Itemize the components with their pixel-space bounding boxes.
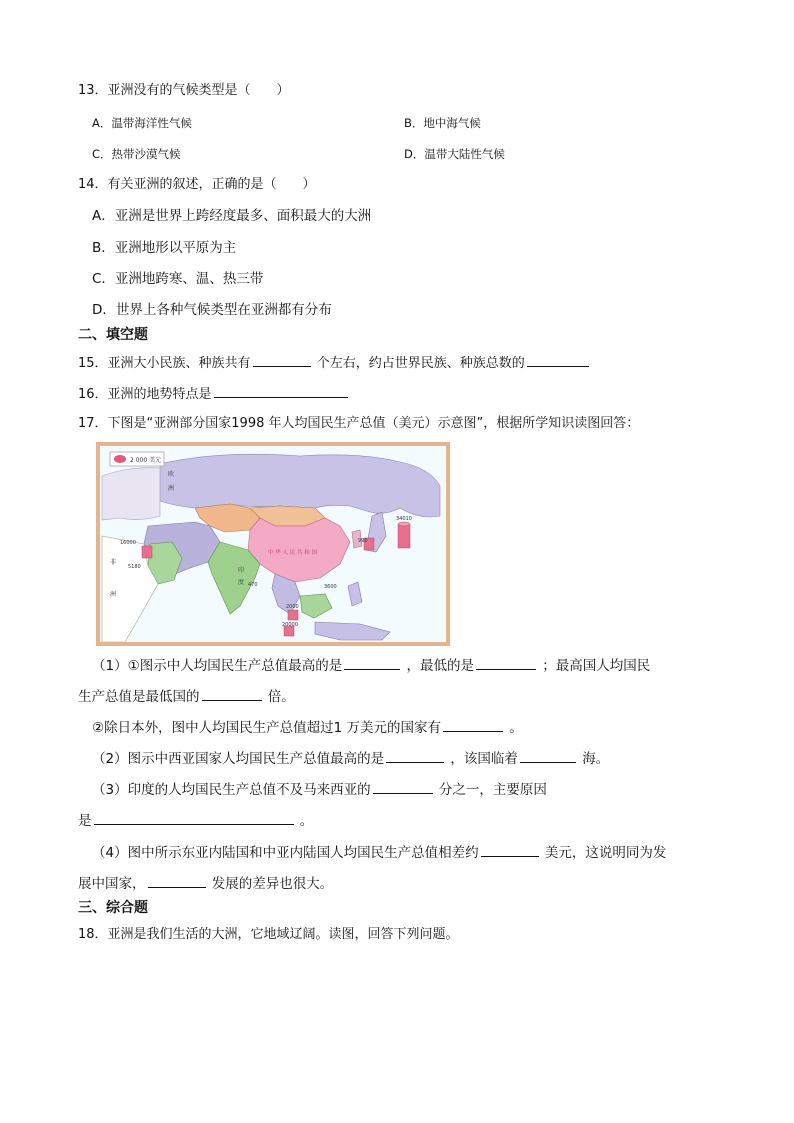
q17-p3-text-c: 是	[78, 813, 92, 829]
q14-option-a: A．亚洲是世界上跨经度最多、面积最大的大洲	[92, 208, 372, 224]
map-label-india-1: 印	[238, 567, 245, 574]
q17-p4-text-c: 展中国家，	[78, 876, 146, 892]
map-label-europe-2: 洲	[168, 485, 175, 492]
q17-p1-text-g: 。	[509, 720, 523, 736]
q16-line	[78, 384, 350, 403]
q17-p1-text-d: 生产总值是最低国的	[78, 689, 200, 705]
q15-text-b: 个左右，约占世界民族、种族总数的	[316, 356, 525, 371]
q17-p1-text-c: ；最高国人均国民	[542, 658, 651, 674]
q17-p4-text-a: （4）图中所示东亚内陆国和中亚内陆国人均国民生产总值相差约	[92, 845, 479, 861]
q16-blank-1[interactable]	[214, 384, 348, 398]
q18-stem: 18．亚洲是我们生活的大洲，它地域辽阔。读图，回答下列问题。	[78, 927, 459, 942]
map-label-china: 中 华 人 民 共 和 国	[268, 550, 317, 556]
q17-p3-text-d: 。	[299, 813, 314, 829]
q17-p3-blank-fraction[interactable]	[373, 780, 433, 794]
q17-part1-line1	[92, 656, 650, 674]
q17-part2-line1	[92, 749, 609, 767]
q17-p2-text-a: （2）图示中西亚国家人均国民生产总值最高的是	[92, 751, 385, 767]
asia-gnp-map	[96, 442, 450, 646]
q17-p1-text-a: （1）①图示中人均国民生产总值最高的是	[92, 658, 343, 674]
q17-p2-blank-sea[interactable]	[520, 749, 576, 763]
q17-p3-text-a: （3）印度的人均国民生产总值不及马来西亚的	[92, 782, 371, 798]
q13-stem: 13．亚洲没有的气候类型是（ ）	[78, 83, 290, 98]
legend-label: 2 000 美元	[130, 457, 162, 464]
q14-option-d: D．世界上各种气候类型在亚洲都有分布	[92, 302, 332, 318]
q17-p3-blank-reason[interactable]	[94, 811, 294, 825]
section-heading-comprehensive: 三、综合题	[78, 900, 148, 916]
q17-stem: 17．下图是“亚洲部分国家1998 年人均国民生产总值（美元）示意图”，根据所学知识读图回答：	[78, 416, 640, 431]
asia-map-graphic	[100, 446, 446, 642]
map-value-malaysia: 2000	[286, 604, 299, 610]
q17-p1-text-b: ，最低的是	[406, 658, 474, 674]
section-heading-fill-in: 二、填空题	[78, 327, 148, 343]
q17-p1-blank-lowest[interactable]	[476, 656, 536, 670]
q13-option-c: C．热带沙漠气候	[92, 147, 181, 161]
q17-part1-line2	[78, 687, 295, 705]
q17-p3-text-b: 分之一，主要原因	[438, 782, 547, 798]
q17-p1-blank-highest[interactable]	[344, 656, 400, 670]
europe-region	[102, 468, 160, 520]
map-value-thailand: 3600	[324, 584, 337, 590]
q17-p4-text-d: 发展的差异也很大。	[211, 876, 334, 892]
gnp-cylinder-saudi	[142, 546, 152, 558]
q13-option-a: A．温带海洋性气候	[92, 116, 192, 130]
q17-part4-line2	[78, 874, 333, 892]
q13-option-b: B．地中海气候	[404, 116, 481, 130]
map-value-korea: 990	[358, 538, 368, 544]
q17-p2-text-b: ，该国临着	[450, 751, 518, 767]
q17-p1-text-f: ②除日本外，图中人均国民生产总值超过1 万美元的国家有	[92, 720, 441, 736]
map-label-africa-1: 非	[110, 559, 117, 566]
q17-p2-blank-country[interactable]	[386, 749, 444, 763]
q17-p1-blank-countries[interactable]	[443, 718, 503, 732]
q17-part4-line1	[92, 843, 666, 861]
gnp-cylinder-japan	[398, 524, 410, 548]
map-value-singapore: 20000	[282, 622, 298, 628]
q14-stem: 14．有关亚洲的叙述，正确的是（ ）	[78, 177, 316, 192]
q17-part3-line1	[92, 780, 547, 798]
q15-blank-1[interactable]	[253, 353, 311, 367]
q14-option-c: C．亚洲地跨寒、温、热三带	[92, 271, 264, 287]
map-value-west-asia: 5180	[128, 564, 141, 570]
q17-p4-text-b: 美元，这说明同为发	[544, 845, 667, 861]
q17-p4-blank-difference[interactable]	[481, 843, 539, 857]
q13-option-d: D．温带大陆性气候	[404, 147, 505, 161]
q15-text-a: 15．亚洲大小民族、种族共有	[78, 356, 251, 371]
q17-part3-line2	[78, 811, 313, 829]
map-value-japan: 34010	[396, 516, 412, 522]
map-label-india-2: 度	[238, 579, 245, 586]
gnp-cylinder-top-japan	[398, 522, 410, 526]
q17-p1-text-e: 倍。	[267, 689, 295, 705]
q15-blank-2[interactable]	[527, 353, 589, 367]
gnp-cylinder-malaysia	[288, 610, 298, 620]
map-label-africa-2: 洲	[110, 591, 117, 598]
q17-p2-text-c: 海。	[582, 751, 610, 767]
q16-text-a: 16．亚洲的地势特点是	[78, 387, 212, 402]
q17-p1-blank-times[interactable]	[202, 687, 262, 701]
q17-p4-blank-aspect[interactable]	[148, 874, 206, 888]
q17-part1-line3	[92, 718, 523, 736]
q14-option-b: B．亚洲地形以平原为主	[92, 240, 237, 256]
map-label-europe-1: 欧	[168, 471, 175, 478]
map-value-india: 470	[248, 582, 258, 588]
map-value-saudi: 16000	[120, 540, 136, 546]
q15-line	[78, 353, 591, 372]
legend-cylinder-icon	[114, 455, 126, 463]
